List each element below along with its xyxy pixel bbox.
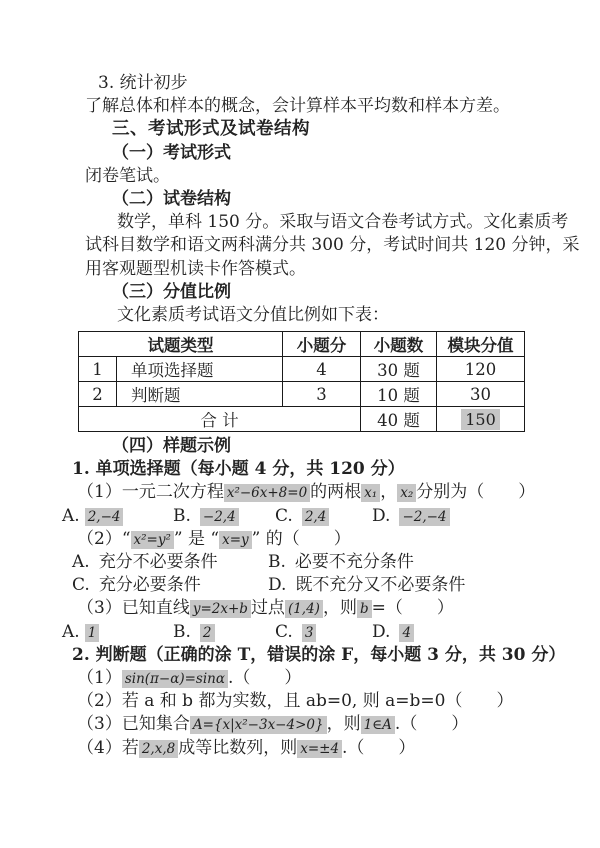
math-expression: (1,4) <box>285 600 323 618</box>
options-row <box>62 621 548 644</box>
option-c: C. 3 <box>275 621 372 645</box>
list-item-statistics: 3. 统计初步 <box>98 73 188 93</box>
math-expression: x₂ <box>397 484 416 502</box>
text-segment: .（ ） <box>394 714 469 735</box>
col-header-item-count: 小题数 <box>361 332 437 357</box>
text-segment: 分别为（ ） <box>416 482 536 503</box>
col-header-module-score: 模块分值 <box>437 332 525 357</box>
question-line <box>62 597 548 620</box>
math-expression: x₁ <box>361 484 380 502</box>
math-expression: x=y <box>219 531 252 549</box>
math-expression: −2,4 <box>200 508 239 526</box>
text-segment: 的两根 <box>310 482 362 503</box>
cell-question-type: 判断题 <box>117 382 283 407</box>
math-expression: b <box>357 600 372 618</box>
text-segment: .（ ） <box>227 667 302 688</box>
cell-count: 30 题 <box>361 357 437 382</box>
option-a: A. 充分不必要条件 <box>72 552 218 572</box>
section-heading-exam-format: 三、考试形式及试卷结构 <box>112 119 310 140</box>
option-d: D. 4 <box>372 621 414 645</box>
text-segment: ，则 <box>322 598 357 619</box>
question-line <box>62 528 548 551</box>
question-group-2-title: 2. 判断题（正确的涂 T，错误的涂 F，每小题 3 分，共 30 分） <box>72 644 566 665</box>
subsection-heading-2: （二）试卷结构 <box>112 188 231 209</box>
option-b: B. −2,4 <box>173 505 275 529</box>
question-line <box>62 667 548 690</box>
paragraph-line: 试科目数学和语文两科满分共 300 分，考试时间共 120 分钟，采 <box>85 235 580 256</box>
text-segment: （2）若 a 和 b 都为实数，且 ab=0, 则 a=b=0（ ） <box>77 691 514 712</box>
cell-row-number: 2 <box>79 382 117 407</box>
cell-score: 120 <box>437 357 525 382</box>
text-segment: （1） <box>77 667 122 688</box>
math-expression: 2,4 <box>302 508 329 526</box>
option-c: C. 2,4 <box>275 505 372 529</box>
subsection-heading-1: （一）考试形式 <box>112 142 231 163</box>
text-segment: 成等比数列，则 <box>178 737 298 758</box>
math-expression: 1 <box>85 624 100 642</box>
math-expression: 2,−4 <box>85 508 124 526</box>
math-expression: x=±4 <box>297 740 342 758</box>
options-row <box>62 574 548 597</box>
math-expression: sin(π−α)=sinα <box>122 670 228 688</box>
question-group-1-title: 1. 单项选择题（每小题 4 分，共 120 分） <box>72 459 405 480</box>
text-segment: （2）“ <box>77 528 131 549</box>
math-expression: 3 <box>302 624 317 642</box>
text-segment: ， <box>380 482 398 503</box>
cell-total-score <box>437 407 525 432</box>
text-segment: （4）若 <box>77 737 139 758</box>
math-expression: −2,−4 <box>399 508 449 526</box>
option-b: B. 必要不充分条件 <box>268 552 414 572</box>
text-segment: =（ ） <box>371 598 454 619</box>
paragraph-line: 数学，单科 150 分。采取与语文合卷考试方式。文化素质考 <box>117 212 569 233</box>
body-text: 了解总体和样本的概念，会计算样本平均数和样本方差。 <box>85 96 510 117</box>
table-intro-text: 文化素质考试语文分值比例如下表： <box>117 304 389 325</box>
option-d: D. 既不充分又不必要条件 <box>268 575 466 596</box>
cell-row-number: 1 <box>79 357 117 382</box>
math-expression: 2 <box>200 624 215 642</box>
question-line <box>62 481 548 504</box>
table-total-row <box>79 407 525 432</box>
option-a: A. 2,−4 <box>62 505 173 529</box>
text-segment: （3）已知直线 <box>77 598 190 619</box>
question-line <box>62 713 548 736</box>
table-row <box>79 382 525 407</box>
option-c: C. 充分必要条件 <box>72 575 201 596</box>
math-expression: 2,x,8 <box>139 740 178 758</box>
option-b: B. 2 <box>173 621 275 645</box>
cell-count: 10 题 <box>361 382 437 407</box>
text-segment: （3）已知集合 <box>77 714 190 735</box>
body-text: 闭卷笔试。 <box>85 165 170 186</box>
text-segment: .（ ） <box>342 737 416 758</box>
cell-score: 30 <box>437 382 525 407</box>
col-header-question-type: 试题类型 <box>79 332 283 357</box>
math-expression: 1∈A <box>361 716 395 734</box>
math-expression: A={x|x²−3x−4>0} <box>190 716 327 734</box>
question-line <box>62 737 548 760</box>
option-d: D. −2,−4 <box>372 505 450 529</box>
subsection-heading-3: （三）分值比例 <box>112 281 231 302</box>
cell-points: 3 <box>283 382 361 407</box>
math-expression: 4 <box>399 624 414 642</box>
math-expression: x²=y² <box>131 531 174 549</box>
options-row <box>62 505 548 528</box>
paragraph-line: 用客观题型机读卡作答模式。 <box>85 258 306 279</box>
table-header-row <box>79 332 525 357</box>
math-expression: x²−6x+8=0 <box>224 484 310 502</box>
table-row <box>79 357 525 382</box>
text-segment: ，则 <box>326 714 361 735</box>
math-expression: y=2x+b <box>190 600 251 618</box>
option-a: A. 1 <box>62 621 173 645</box>
cell-total-label: 合 计 <box>79 407 361 432</box>
score-table <box>78 331 525 432</box>
options-row <box>62 551 548 574</box>
text-segment: ” 是 “ <box>173 528 220 549</box>
cell-points: 4 <box>283 357 361 382</box>
text-segment: ” 的（ ） <box>251 528 351 549</box>
subsection-heading-4: （四）样题示例 <box>112 436 231 457</box>
text-segment: 过点 <box>250 598 285 619</box>
cell-question-type: 单项选择题 <box>117 357 283 382</box>
total-score-highlight: 150 <box>461 409 500 430</box>
cell-total-count: 40 题 <box>361 407 437 432</box>
col-header-points-per-item: 小题分 <box>283 332 361 357</box>
question-line <box>62 690 548 713</box>
text-segment: （1）一元二次方程 <box>77 482 224 503</box>
